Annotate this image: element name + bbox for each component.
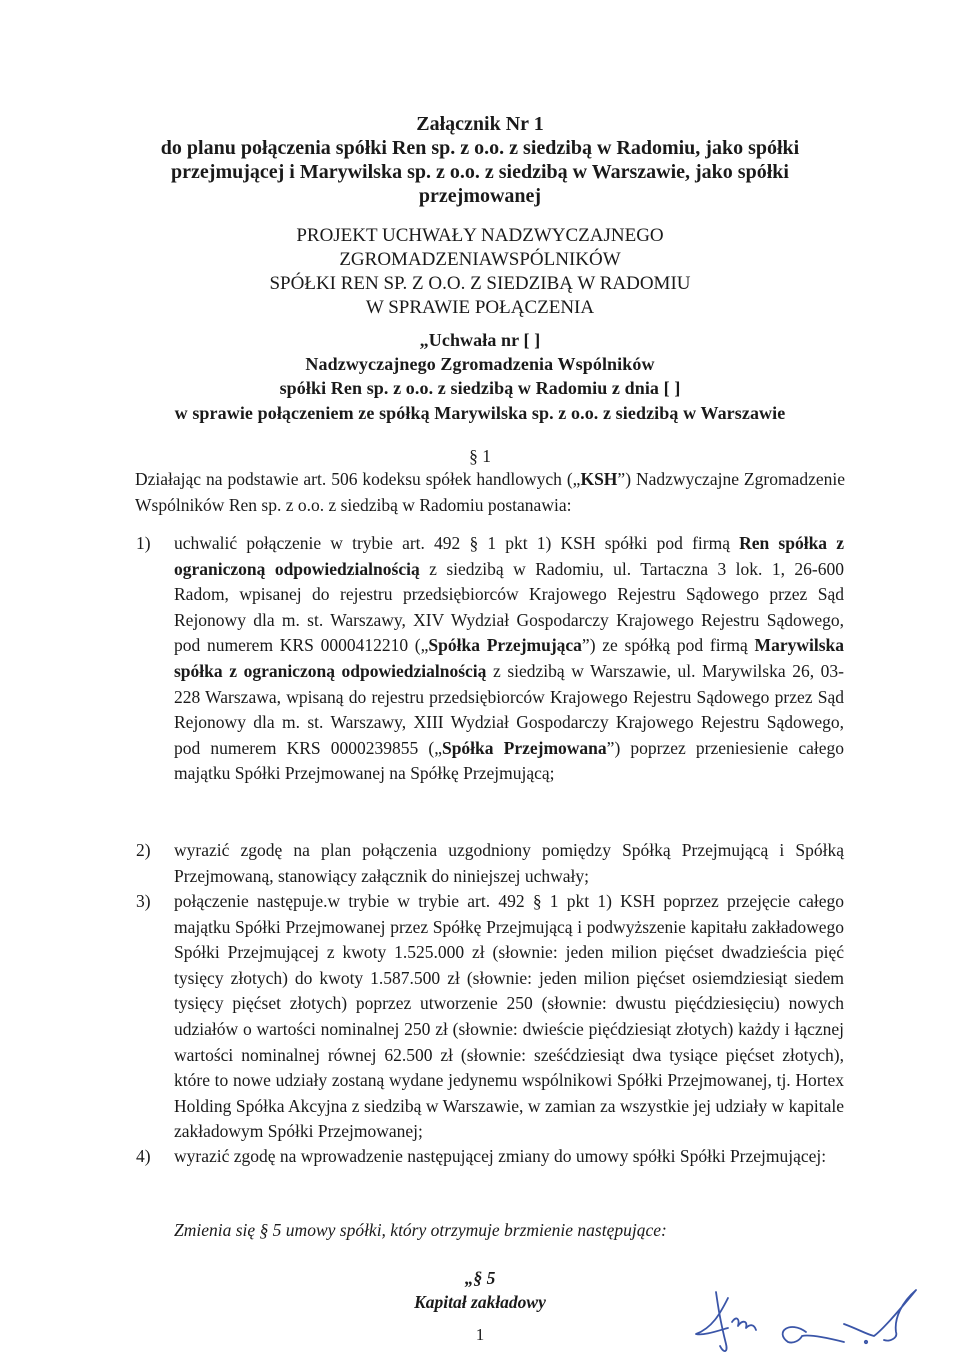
- intro-paragraph: [135, 467, 845, 518]
- annex-title: Załącznik Nr 1: [416, 113, 544, 135]
- list-item-number: 3): [136, 891, 151, 911]
- intro-text-before: Działając na podstawie art. 506 kodeksu spółek handlowych („: [135, 469, 581, 489]
- item-1-text-g: z siedzibą w Warszawie, ul. Marywilska 26, 03-228 Warszawa, wpisaną do rejestru przedsiębiorców Krajowego Rejestru Sądowego przez Sąd Rejonowy dla m. st. Warszawy, XIII Wydział Gospodarczy Krajowego Rejestru Sądowego, pod numerem KRS 0000239855 („: [174, 660, 844, 758]
- list-item-body: [174, 531, 844, 787]
- list-item-body: wyrazić zgodę na plan połączenia uzgodniony pomiędzy Spółką Przejmującą i Spółką Przejmowaną, stanowiący załącznik do niniejszej uchwały;: [174, 840, 844, 886]
- project-title-line-4: W SPRAWIE POŁĄCZENIA: [365, 297, 595, 318]
- item-1-text-c: z siedzibą w Radomiu, ul. Tartaczna 3 lok. 1, 26-600 Radom, wpisanej do rejestru przedsiębiorców Krajowego Rejestru Sądowego przez Sąd Rejonowy dla m. st. Warszawy, XIV Wydział Gospodarczy Krajowego Rejestru Sądowego, pod numerem KRS 0000412210 („: [174, 558, 844, 656]
- project-title-line-2: ZGROMADZENIAWSPÓLNIKÓW: [339, 249, 621, 270]
- item-1-text-i: ”) poprzez przeniesienie całego majątku Spółki Przejmowanej na Spółkę Przejmującą;: [174, 737, 844, 784]
- item-1-text-a: uchwalić połączenie w trybie art. 492 § 1 pkt 1) KSH spółki pod firmą: [174, 533, 740, 553]
- item-1-company-marywilska: Marywilska spółka z ograniczoną odpowiedzialnością: [174, 635, 844, 681]
- amendment-section-title: Kapitał zakładowy: [414, 1292, 546, 1312]
- page-number: 1: [475, 1325, 485, 1344]
- amendment-intro: Zmienia się § 5 umowy spółki, który otrzymuje brzmienie następujące:: [174, 1220, 667, 1240]
- list-item-number: 2): [136, 840, 151, 860]
- list-item-number: 4): [136, 1146, 151, 1166]
- resolution-line-3: spółki Ren sp. z o.o. z siedzibą w Radomiu z dnia [ ]: [279, 378, 681, 398]
- resolution-title: „Uchwała nr [ ]: [419, 330, 541, 350]
- project-title-line-3: SPÓŁKI REN SP. Z O.O. Z SIEDZIBĄ W RADOMIU: [269, 273, 691, 294]
- project-title-line-1: PROJEKT UCHWAŁY NADZWYCZAJNEGO: [296, 225, 664, 246]
- annex-subtitle-line-1: do planu połączenia spółki Ren sp. z o.o. z siedzibą w Radomiu, jako spółki: [160, 137, 800, 159]
- resolution-line-2: Nadzwyczajnego Zgromadzenia Wspólników: [305, 354, 655, 374]
- item-1-acquiring-term: Spółka Przejmująca: [428, 635, 582, 656]
- list-item-body: połączenie następuje.w trybie w trybie art. 492 § 1 pkt 1) KSH poprzez przejęcie całego majątku Spółki Przejmowanej przez Spółkę Przejmującą i podwyższenie kapitału zakładowego Spółki Przejmującej z kwoty 1.525.000 zł (słownie: jeden milion pięćset dwadzieścia pięć tysięcy złotych) do kwoty 1.587.500 zł (słownie: jeden milion pięćset osiemdziesiąt siedem tysięcy pięćset złotych) poprzez utworzenie 250 (słownie: dwustu pięćdziesięciu) nowych udziałów o wartości nominalnej 250 zł (słownie: dwieście pięćdziesiąt złotych) każdy i łącznej wartości nominalnej równej 62.500 zł (słownie: sześćdziesiąt dwa tysiące pięćset złotych), które to nowe udziały zostaną wydane jedynemu wspólnikowi Spółki Przejmowanej, tj. Hortex Holding Spółka Akcyjna z siedzibą w Warszawie, w zamian za wszystkie jej udziały w kapitale zakładowym Spółki Przejmowanej;: [174, 891, 844, 1142]
- intro-text-after: ”) Nadzwyczajne Zgromadzenie Wspólników Ren sp. z o.o. z siedzibą w Radomiu postanawia:: [135, 469, 845, 515]
- section-mark: § 1: [469, 446, 491, 466]
- annex-subtitle-line-3: przejmowanej: [418, 185, 542, 207]
- item-1-text-e: ”) ze spółką pod firmą: [581, 635, 755, 656]
- resolution-line-4: w sprawie połączeniem ze spółką Marywilska sp. z o.o. z siedzibą w Warszawie: [174, 403, 786, 423]
- item-1-company-ren: Ren spółka z ograniczoną odpowiedzialnością: [174, 533, 844, 579]
- annex-subtitle-line-2: przejmującej i Marywilska sp. z o.o. z siedzibą w Warszawie, jako spółki: [171, 161, 789, 183]
- item-1-acquired-term: Spółka Przejmowana: [441, 737, 607, 758]
- list-item-body: wyrazić zgodę na wprowadzenie następującej zmiany do umowy spółki Spółki Przejmującej:: [174, 1146, 827, 1166]
- list-item-number: 1): [136, 533, 151, 553]
- signature-initials: [690, 1284, 930, 1356]
- intro-ksh: KSH: [580, 469, 618, 489]
- amendment-section-mark: „§ 5: [464, 1268, 496, 1288]
